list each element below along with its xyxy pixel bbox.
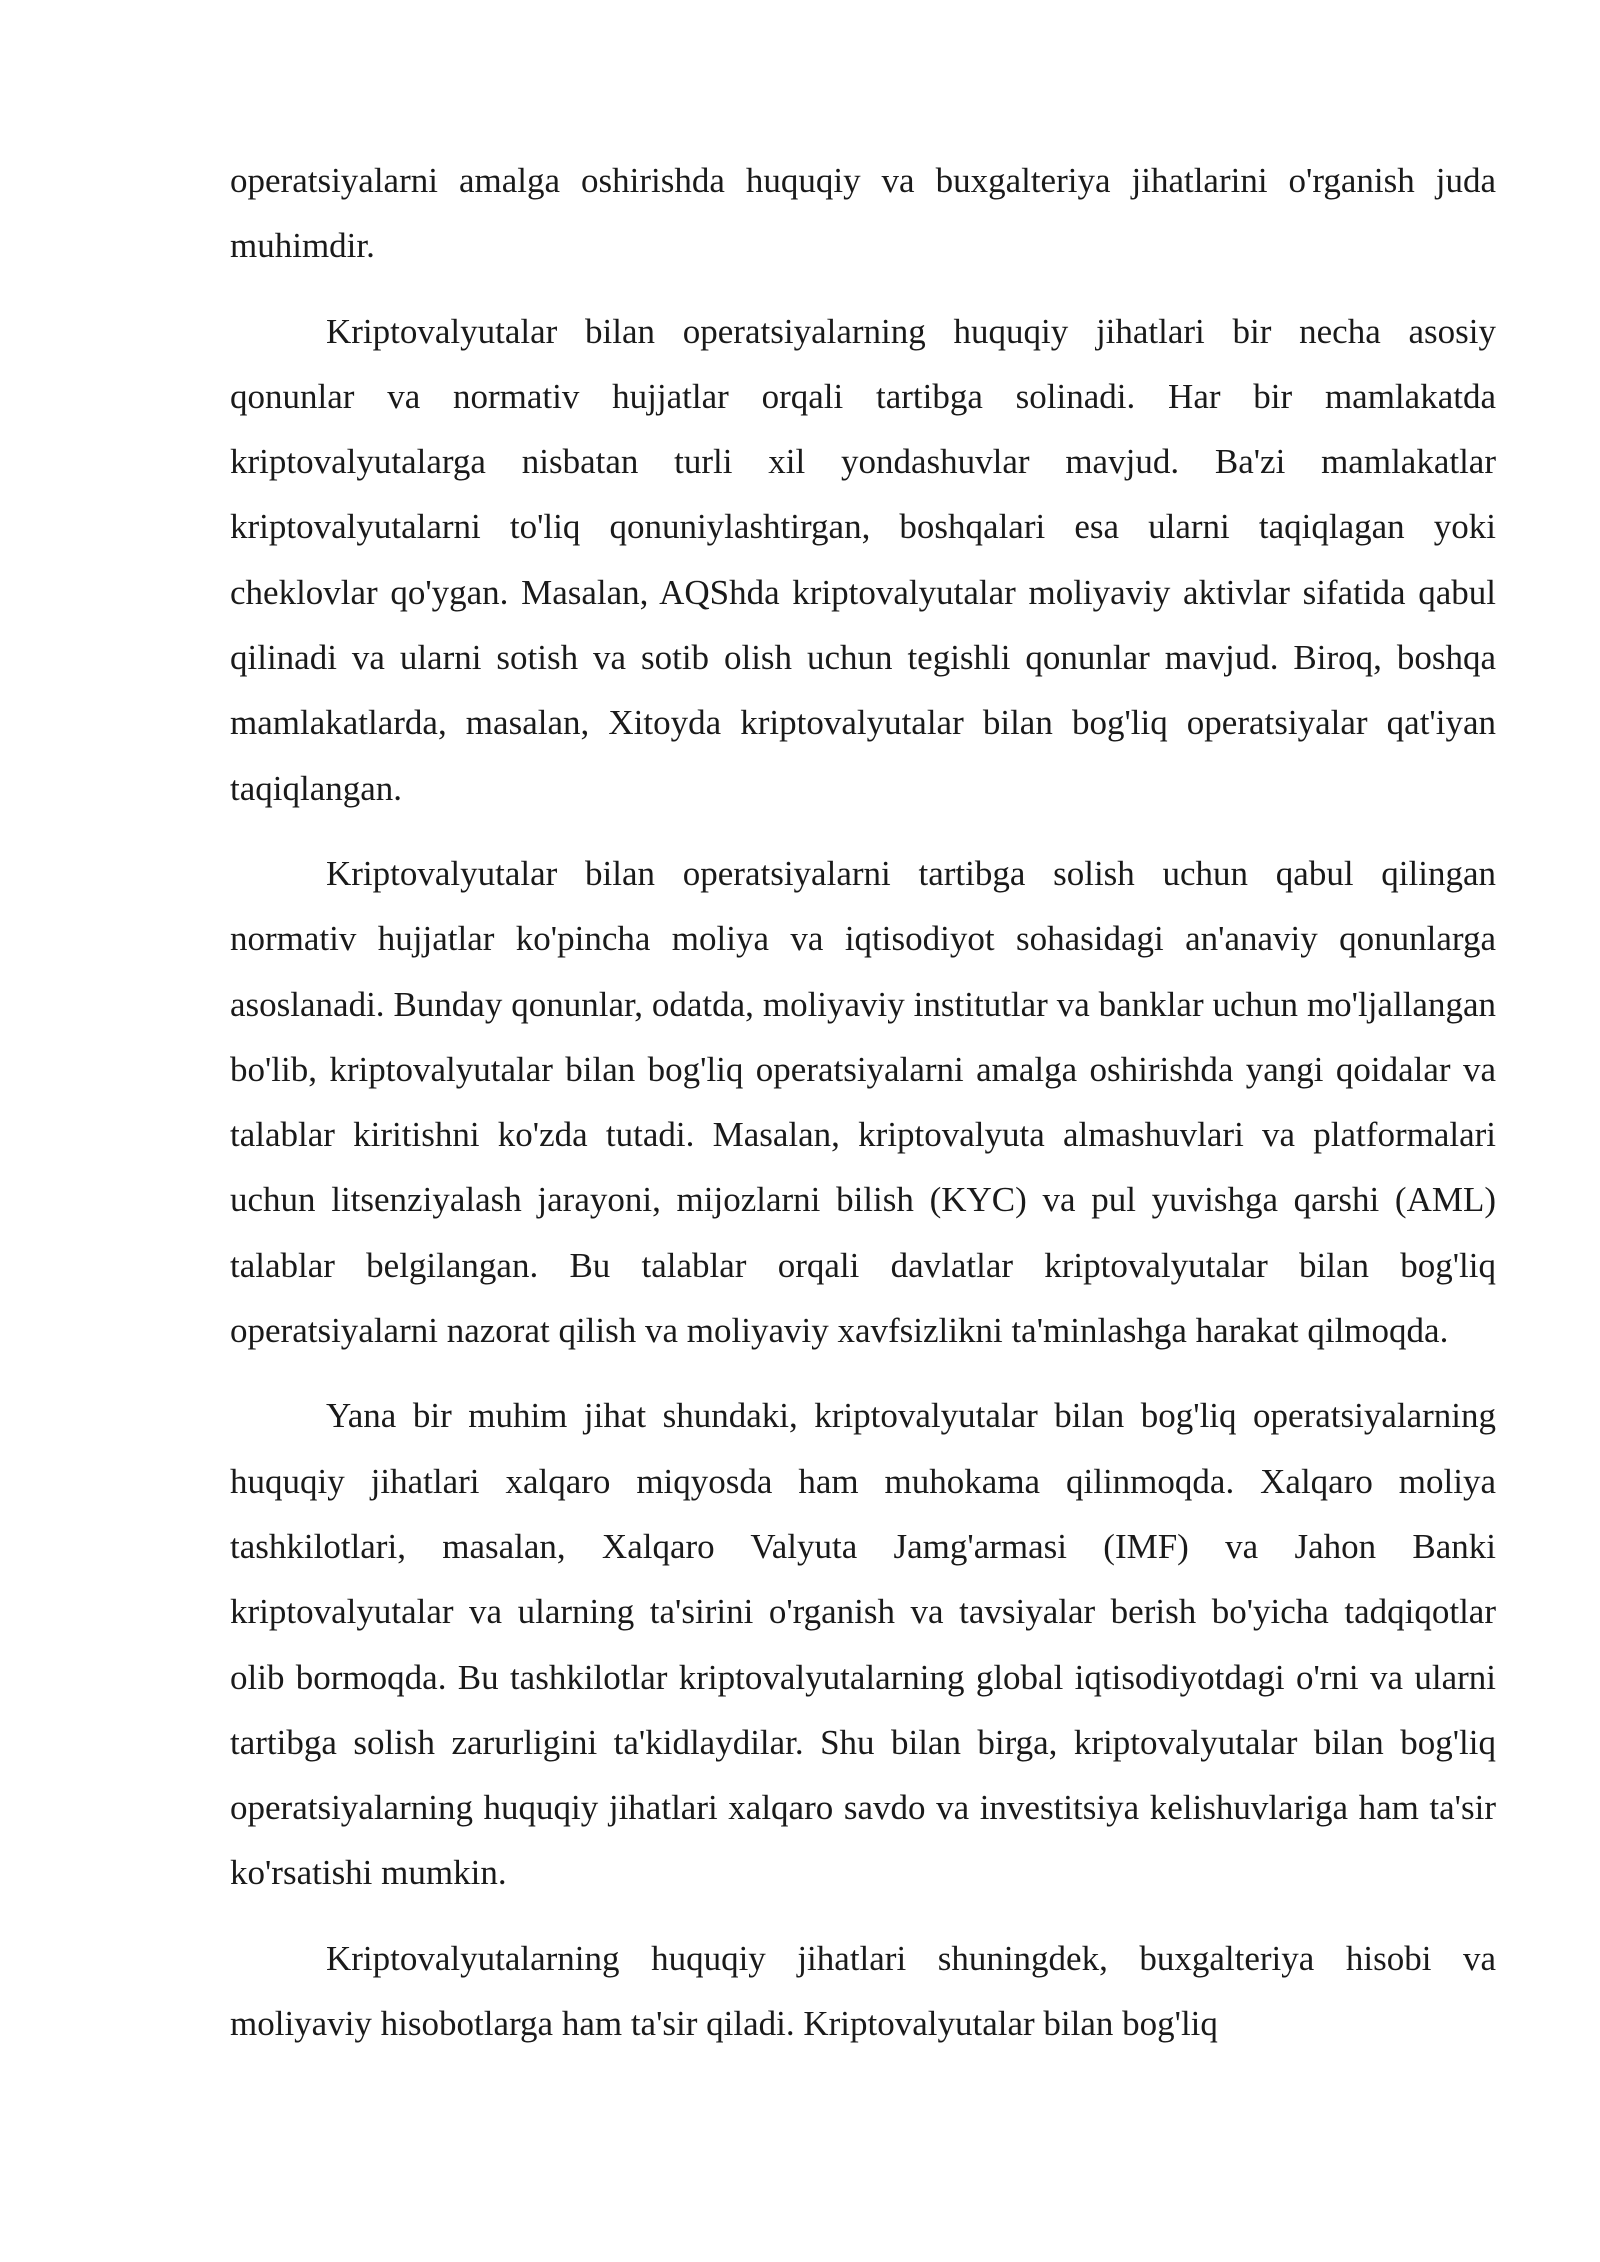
paragraph-normative-documents: Kriptovalyutalar bilan operatsiyalarni tartibga solish uchun qabul qilingan normativ hujjatlar ko'pincha moliya va iqtisodiyot sohasidagi an'anaviy qonunlarga asoslanadi. Bunday qonunlar, odatda, moliyaviy institutlar va banklar uchun mo'ljallangan bo'lib, kriptovalyutalar bilan bog'liq operatsiyalarni amalga oshirishda yangi qoidalar va talablar kiritishni ko'zda tutadi. Masalan, kriptovalyuta almashuvlari va platformalari uchun litsenziyalash jarayoni, mijozlarni bilish (KYC) va pul yuvishga qarshi (AML) talablar belgilangan. Bu talablar orqali davlatlar kriptovalyutalar bilan bog'liq operatsiyalarni nazorat qilish va moliyaviy xavfsizlikni ta'minlashga harakat qilmoqda. — [230, 853, 1496, 1351]
paragraph-continuation: operatsiyalarni amalga oshirishda huquqiy va buxgalteriya jihatlarini o'rganish juda muhimdir. — [230, 161, 1496, 266]
paragraph-international-aspects: Yana bir muhim jihat shundaki, kriptovalyutalar bilan bog'liq operatsiyalarning huquqiy jihatlari xalqaro miqyosda ham muhokama qilinmoqda. Xalqaro moliya tashkilotlari, masalan, Xalqaro Valyuta Jamg'armasi (IMF) va Jahon Banki kriptovalyutalar va ularning ta'sirini o'rganish va tavsiyalar berish bo'yicha tadqiqotlar olib bormoqda. Bu tashkilotlar kriptovalyutalarning global iqtisodiyotdagi o'rni va ularni tartibga solish zarurligini ta'kidlaydilar. Shu bilan birga, kriptovalyutalar bilan bog'liq operatsiyalarning huquqiy jihatlari xalqaro savdo va investitsiya kelishuvlariga ham ta'sir ko'rsatishi mumkin. — [230, 1396, 1496, 1893]
paragraph-legal-regulation: Kriptovalyutalar bilan operatsiyalarning huquqiy jihatlari bir necha asosiy qonunlar va normativ hujjatlar orqali tartibga solinadi. Har bir mamlakatda kriptovalyutalarga nisbatan turli xil yondashuvlar mavjud. Ba'zi mamlakatlar kriptovalyutalarni to'liq qonuniylashtirgan, boshqalari esa ularni taqiqlagan yoki cheklovlar qo'ygan. Masalan, AQShda kriptovalyutalar moliyaviy aktivlar sifatida qabul qilinadi va ularni sotish va sotib olish uchun tegishli qonunlar mavjud. Biroq, boshqa mamlakatlarda, masalan, Xitoyda kriptovalyutalar bilan bog'liq operatsiyalar qat'iyan taqiqlangan. — [230, 311, 1496, 808]
document-page — [230, 148, 1496, 2076]
paragraph-accounting-aspects: Kriptovalyutalarning huquqiy jihatlari shuningdek, buxgalteriya hisobi va moliyaviy hisobotlarga ham ta'sir qiladi. Kriptovalyutalar bilan bog'liq — [230, 1938, 1496, 2044]
